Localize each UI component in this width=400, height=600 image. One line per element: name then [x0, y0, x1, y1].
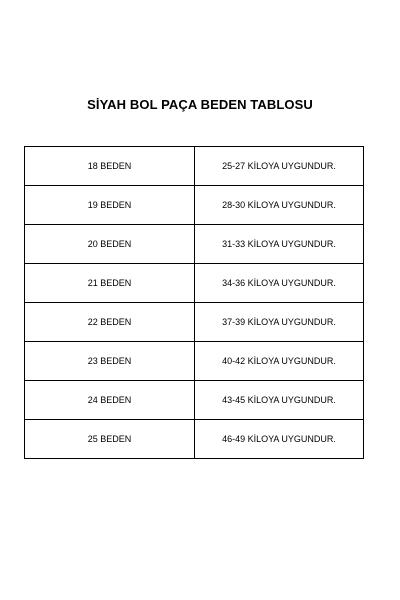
weight-cell: 25-27 KİLOYA UYGUNDUR. [195, 147, 364, 186]
table-row [25, 381, 364, 420]
table-row [25, 225, 364, 264]
table-row [25, 186, 364, 225]
table-row [25, 342, 364, 381]
table-row [25, 303, 364, 342]
size-cell: 19 BEDEN [25, 186, 195, 225]
weight-cell: 40-42 KİLOYA UYGUNDUR. [195, 342, 364, 381]
weight-cell: 31-33 KİLOYA UYGUNDUR. [195, 225, 364, 264]
weight-cell: 43-45 KİLOYA UYGUNDUR. [195, 381, 364, 420]
size-chart-table [24, 146, 364, 459]
size-cell: 20 BEDEN [25, 225, 195, 264]
weight-cell: 46-49 KİLOYA UYGUNDUR. [195, 420, 364, 459]
weight-cell: 37-39 KİLOYA UYGUNDUR. [195, 303, 364, 342]
size-cell: 21 BEDEN [25, 264, 195, 303]
weight-cell: 34-36 KİLOYA UYGUNDUR. [195, 264, 364, 303]
size-cell: 24 BEDEN [25, 381, 195, 420]
size-cell: 22 BEDEN [25, 303, 195, 342]
weight-cell: 28-30 KİLOYA UYGUNDUR. [195, 186, 364, 225]
size-cell: 23 BEDEN [25, 342, 195, 381]
size-cell: 18 BEDEN [25, 147, 195, 186]
size-cell: 25 BEDEN [25, 420, 195, 459]
table-row [25, 147, 364, 186]
table-row [25, 420, 364, 459]
page-title: SİYAH BOL PAÇA BEDEN TABLOSU [87, 97, 313, 112]
table-row [25, 264, 364, 303]
